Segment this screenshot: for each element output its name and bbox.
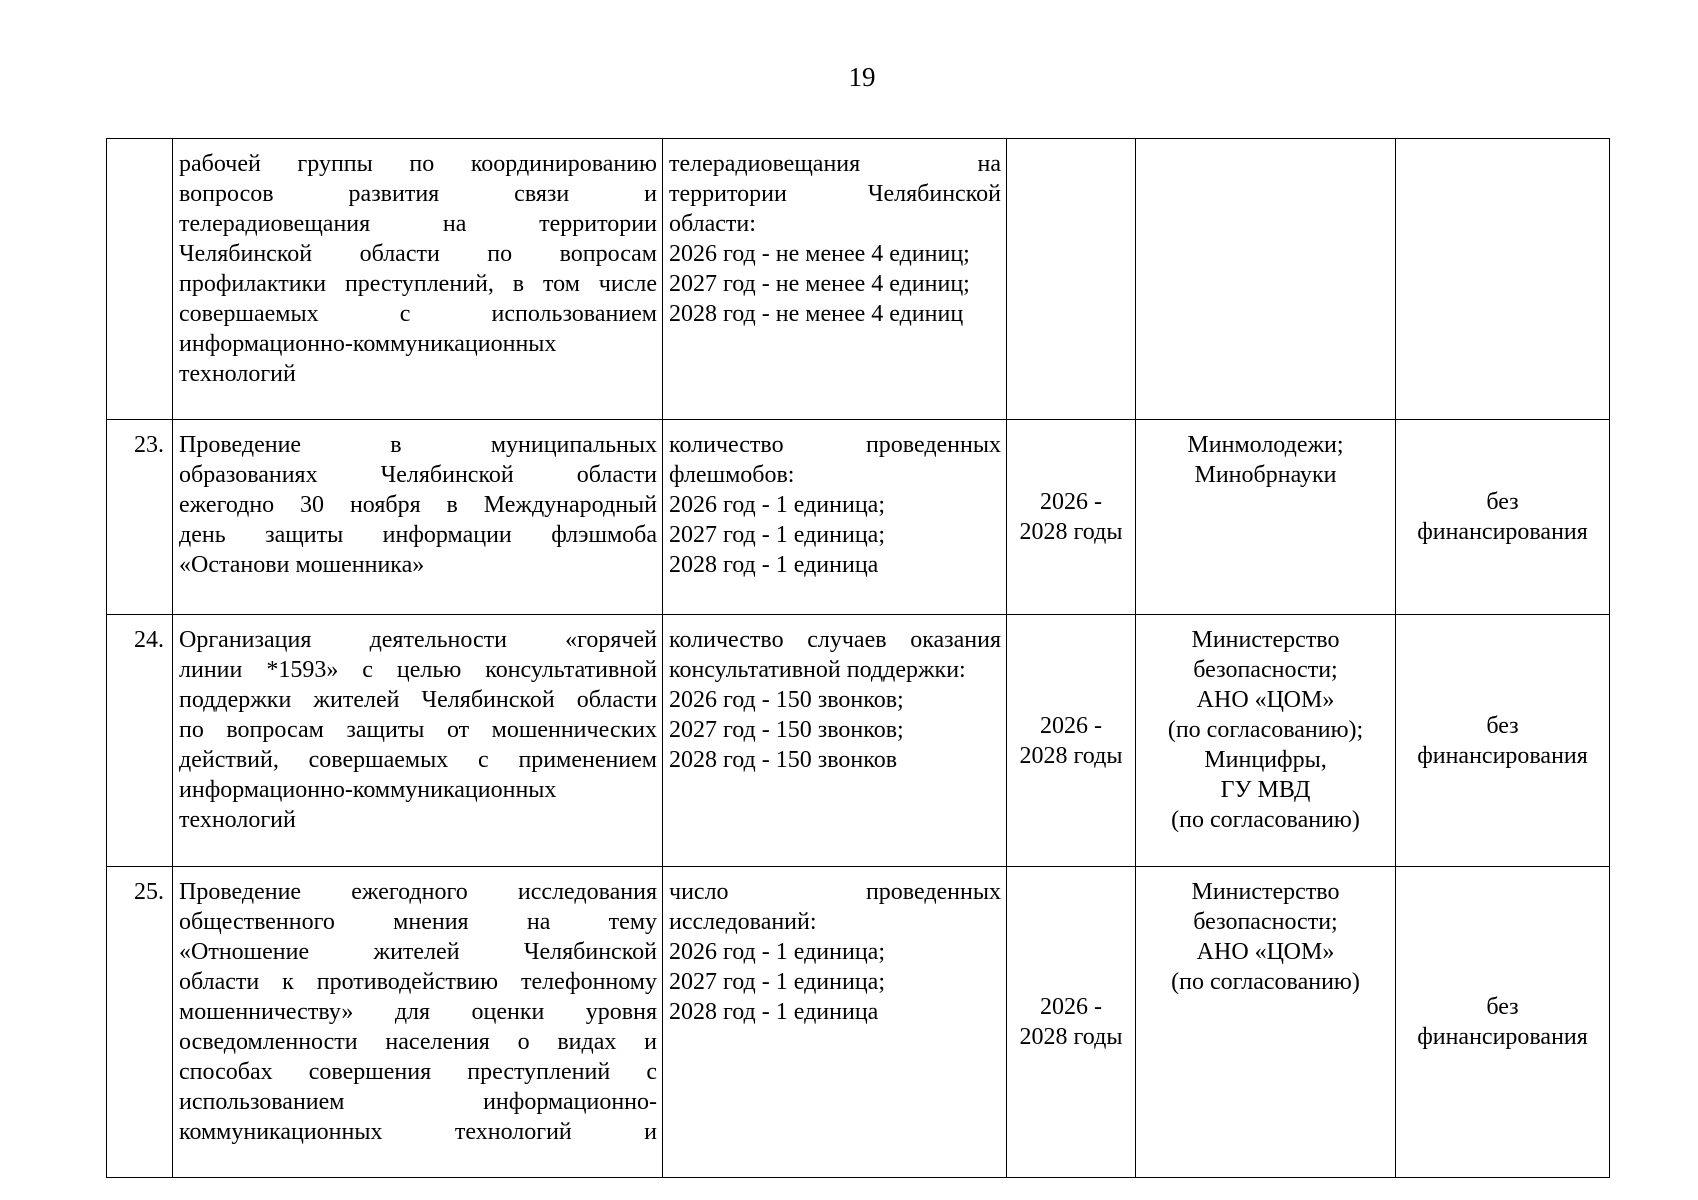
executor-cell xyxy=(1136,867,1396,1178)
period-line: 2028 годы xyxy=(1019,519,1123,545)
executor-cell xyxy=(1136,139,1396,420)
activity-line: мошенничеству» для оценки уровня xyxy=(179,999,657,1025)
indicator-line: 2026 год - 1 единица; xyxy=(669,492,885,518)
activity-line: телерадиовещания на территории xyxy=(179,211,657,237)
activity-line: поддержки жителей Челябинской области xyxy=(179,687,657,713)
financing-line: финансирования xyxy=(1417,1024,1588,1050)
period-line: 2026 - xyxy=(1040,489,1102,515)
activity-line: профилактики преступлений, в том числе xyxy=(179,271,657,297)
period-line: 2028 годы xyxy=(1019,742,1123,769)
period-line: 2026 - xyxy=(1040,712,1102,739)
financing-line: без xyxy=(1486,489,1519,515)
executor-line: Министерство xyxy=(1191,879,1340,905)
activity-line: вопросов развития связи и xyxy=(179,181,657,207)
indicator-cell xyxy=(663,139,1007,420)
table-row xyxy=(107,867,1610,1178)
activity-line: способах совершения преступлений с xyxy=(179,1059,657,1085)
executor-line: (по согласованию); xyxy=(1167,717,1364,743)
activity-line: технологий xyxy=(179,361,296,387)
financing-line: без xyxy=(1486,994,1519,1020)
period-line: 2026 - xyxy=(1040,994,1102,1020)
indicator-line: количество случаев оказания xyxy=(669,627,1001,653)
activity-cell xyxy=(173,615,663,867)
activity-line: Организация деятельности «горячей xyxy=(179,627,657,653)
activity-line: использованием информационно- xyxy=(179,1089,657,1115)
period-cell xyxy=(1007,420,1136,615)
activity-line: линии *1593» с целью консультативной xyxy=(179,657,657,683)
executor-line: безопасности; xyxy=(1193,657,1338,683)
activity-line: информационно-коммуникационных xyxy=(179,331,557,357)
indicator-line: 2028 год - не менее 4 единиц xyxy=(669,301,964,327)
indicator-line: 2028 год - 150 звонков xyxy=(669,747,898,773)
activity-line: образованиях Челябинской области xyxy=(179,462,657,488)
activity-line: совершаемых с использованием xyxy=(179,301,657,327)
activity-line: Проведение ежегодного исследования xyxy=(179,879,657,905)
activity-line: рабочей группы по координированию xyxy=(179,151,657,177)
indicator-line: флешмобов: xyxy=(669,462,795,488)
activity-line: коммуникационных технологий и xyxy=(179,1119,657,1145)
indicator-line: телерадиовещания на xyxy=(669,151,1001,177)
executor-line: (по согласованию) xyxy=(1171,807,1360,833)
period-cell xyxy=(1007,139,1136,420)
activity-line: общественного мнения на тему xyxy=(179,909,657,935)
indicator-line: 2027 год - не менее 4 единиц; xyxy=(669,271,970,297)
financing-line: без xyxy=(1486,712,1519,739)
activity-line: Челябинской области по вопросам xyxy=(179,241,657,267)
indicator-line: области: xyxy=(669,211,756,237)
table-row xyxy=(107,420,1610,615)
indicator-line: 2026 год - 150 звонков; xyxy=(669,687,904,713)
row-number: 24. xyxy=(107,615,173,867)
financing-line: финансирования xyxy=(1417,742,1588,769)
financing-cell xyxy=(1396,867,1610,1178)
activity-line: ежегодно 30 ноября в Международный xyxy=(179,492,657,518)
activity-line: осведомленности населения о видах и xyxy=(179,1029,657,1055)
activity-line: области к противодействию телефонному xyxy=(179,969,657,995)
executor-line: Минцифры, xyxy=(1204,747,1327,773)
executor-line: ГУ МВД xyxy=(1220,777,1311,803)
executor-line: АНО «ЦОМ» xyxy=(1196,687,1335,713)
table-body xyxy=(107,139,1610,1178)
activity-line: технологий xyxy=(179,807,296,833)
activity-cell xyxy=(173,420,663,615)
financing-cell xyxy=(1396,139,1610,420)
financing-cell xyxy=(1396,420,1610,615)
row-number: 23. xyxy=(107,420,173,615)
executor-line: АНО «ЦОМ» xyxy=(1196,939,1335,965)
indicator-line: 2026 год - не менее 4 единиц; xyxy=(669,241,970,267)
activity-line: действий, совершаемых с применением xyxy=(179,747,657,773)
indicator-cell xyxy=(663,615,1007,867)
activity-line: день защиты информации флэшмоба xyxy=(179,522,657,548)
row-number xyxy=(107,139,173,420)
indicator-line: консультативной поддержки: xyxy=(669,657,966,683)
indicator-cell xyxy=(663,420,1007,615)
executor-cell xyxy=(1136,420,1396,615)
executor-line: Минмолодежи; xyxy=(1187,432,1344,458)
executor-line: Минобрнауки xyxy=(1194,462,1337,488)
executor-line: (по согласованию) xyxy=(1171,969,1360,995)
indicator-cell xyxy=(663,867,1007,1178)
page-number: 19 xyxy=(848,62,876,92)
executor-line: безопасности; xyxy=(1193,909,1338,935)
executor-cell xyxy=(1136,615,1396,867)
row-number: 25. xyxy=(107,867,173,1178)
indicator-line: 2028 год - 1 единица xyxy=(669,552,879,578)
indicator-line: исследований: xyxy=(669,909,817,935)
period-cell xyxy=(1007,615,1136,867)
indicator-line: территории Челябинской xyxy=(669,181,1001,207)
activity-cell xyxy=(173,867,663,1178)
table-row xyxy=(107,139,1610,420)
period-line: 2028 годы xyxy=(1019,1024,1123,1050)
activity-line: «Останови мошенника» xyxy=(179,552,425,578)
indicator-line: 2027 год - 150 звонков; xyxy=(669,717,904,743)
activity-line: «Отношение жителей Челябинской xyxy=(179,939,657,965)
measures-table xyxy=(106,138,1610,1178)
table-row xyxy=(107,615,1610,867)
financing-line: финансирования xyxy=(1417,519,1588,545)
indicator-line: 2026 год - 1 единица; xyxy=(669,939,885,965)
financing-cell xyxy=(1396,615,1610,867)
indicator-line: 2028 год - 1 единица xyxy=(669,999,879,1025)
activity-line: Проведение в муниципальных xyxy=(179,432,657,458)
indicator-line: количество проведенных xyxy=(669,432,1001,458)
activity-line: по вопросам защиты от мошеннических xyxy=(179,717,657,743)
indicator-line: число проведенных xyxy=(669,879,1001,905)
period-cell xyxy=(1007,867,1136,1178)
activity-line: информационно-коммуникационных xyxy=(179,777,557,803)
indicator-line: 2027 год - 1 единица; xyxy=(669,522,885,548)
indicator-line: 2027 год - 1 единица; xyxy=(669,969,885,995)
executor-line: Министерство xyxy=(1191,627,1340,653)
activity-cell xyxy=(173,139,663,420)
